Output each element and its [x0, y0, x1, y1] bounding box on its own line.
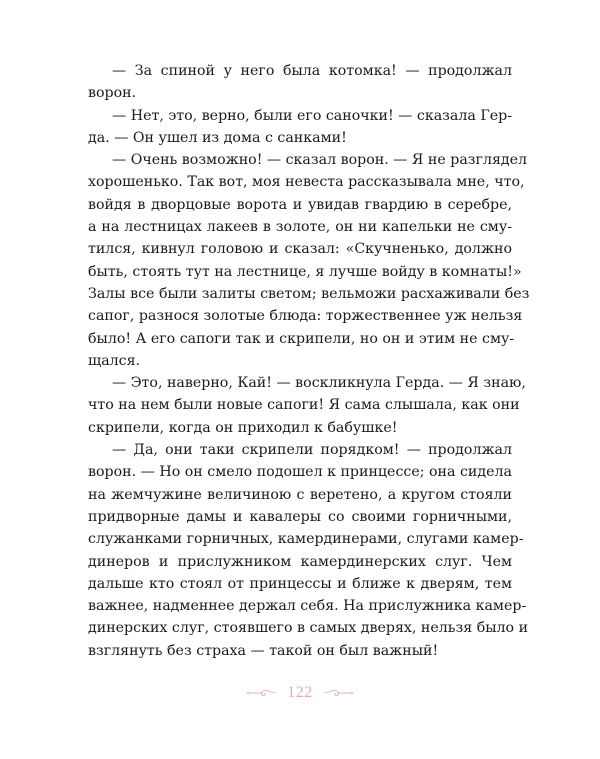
- text-line: дальше кто стоял от принцессы и ближе к дверям, тем: [88, 575, 512, 592]
- body-text: [88, 60, 530, 662]
- text-line: хорошенько. Так вот, моя невеста рассказывала мне, что,: [88, 174, 525, 191]
- text-line: динерских слуг, стоявшего в самых дверях, нельзя было и: [88, 620, 529, 637]
- text-line: сапог, разнося золотые блюда: торжественнее уж нельзя: [88, 308, 523, 325]
- page-number-area: [0, 684, 600, 702]
- text-line: быть, стоять тут на лестнице, я лучше войду в комнаты!»: [88, 263, 522, 280]
- text-line: — Нет, это, верно, были его саночки! — сказала Гер-: [112, 107, 512, 124]
- text-line: войдя в дворцовые ворота и увидав гвардию в серебре,: [88, 196, 512, 213]
- text-line: — Это, наверно, Кай! — воскликнула Герда. — Я знаю,: [112, 375, 526, 392]
- text-line: Залы все были залиты светом; вельможи расхаживали без: [88, 285, 530, 302]
- text-line: скрипели, когда он приходил к бабушке!: [88, 419, 398, 436]
- text-line: ворон. — Но он смело подошел к принцессе; она сидела: [88, 464, 512, 481]
- text-line: динеров и прислужником камердинерских слуг. Чем: [88, 553, 512, 570]
- text-line: щался.: [88, 352, 141, 369]
- text-line: придворные дамы и кавалеры со своими горничными,: [88, 508, 512, 525]
- text-line: на жемчужине величиною с веретено, а кругом стояли: [88, 486, 512, 503]
- text-line: служанками горничных, камердинерами, слугами камер-: [88, 531, 524, 548]
- text-line: важнее, надменнее держал себя. На прислужника камер-: [88, 598, 527, 615]
- text-line: было! А его сапоги так и скрипели, но он и этим не сму-: [88, 330, 515, 347]
- text-line: что на нем были новые сапоги! Я сама слышала, как они: [88, 397, 520, 414]
- left-ornament-icon: [245, 687, 277, 699]
- text-line: да. — Он ушел из дома с санками!: [88, 129, 347, 146]
- text-line: тился, кивнул головою и сказал: «Скучненько, должно: [88, 241, 512, 258]
- text-line: ворон.: [88, 85, 137, 102]
- text-line: а на лестницах лакеев в золоте, он ни капельки не сму-: [88, 219, 512, 236]
- right-ornament-icon: [323, 687, 355, 699]
- text-line: — Да, они таки скрипели порядком! — продолжал: [112, 442, 512, 459]
- page-number: 122: [287, 684, 313, 701]
- text-line: — Очень возможно! — сказал ворон. — Я не разглядел: [112, 152, 528, 169]
- text-line: взглянуть без страха — такой он был важный!: [88, 642, 439, 659]
- text-line: — За спиной у него была котомка! — продолжал: [112, 63, 512, 79]
